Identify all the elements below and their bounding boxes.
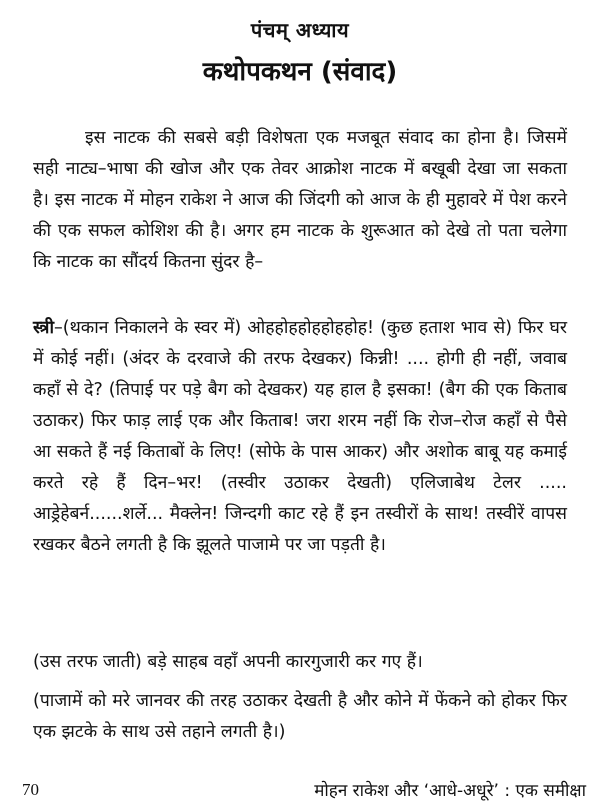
chapter-number: पंचम् अध्याय — [250, 18, 350, 42]
chapter-title: कथोपकथन (संवाद) — [202, 57, 398, 87]
dialogue-text: –(थकान निकालने के स्वर में) ओहहोहहोहहोहहोह! (कुछ हताश भाव से) फिर घर में कोई नहीं। (अंदर के दरवाजे की तरफ देखकर) किन्नी! .... होगी ही नहीं, जवाब कहाँ से दे? (तिपाई पर पड़े बैग को देखकर) यह हाल है इसका! (बैग की एक किताब उठाकर) फिर फाड़ लाई एक और किताब! जरा शरम नहीं कि रोज–रोज कहाँ से पैसे आ सकते हैं नई किताबों के लिए! (सोफे के पास आकर) और अशोक बाबू यह कमाई करते रहे हैं दिन–भर! (तस्वीर उठाकर देखती) एलिजाबेथ टेलर ..... आड्रेहेबर्न......शर्ले... मैक्लेन! जिन्दगी काट रहे हैं इन तस्वीरों के साथ! तस्वीरें वापस रखकर बैठने लगती है कि झूलते पाजामे पर जा पड़ती है। — [33, 318, 567, 555]
running-footer-title: मोहन राकेश और ‘आधे-अधूरे’ : एक समीक्षा — [314, 781, 586, 801]
dialogue-paragraph — [33, 313, 567, 561]
intro-paragraph: इस नाटक की सबसे बड़ी विशेषता एक मजबूत संवाद का होना है। जिसमें सही नाट्य–भाषा की खोज और एक तेवर आक्रोश नाटक में बखूबी देखा जा सकता है। इस नाटक में मोहन राकेश ने आज की जिंदगी को आज के ही मुहावरे में पेश करने की एक सफल कोशिश की है। अगर हम नाटक के शुरूआत को देखे तो पता चलेगा कि नाटक का सौंदर्य कितना सुंदर है– — [33, 128, 567, 272]
page-number: 70 — [22, 780, 39, 799]
stage-direction-paragraph-2: (पाजामें को मरे जानवर की तरह उठाकर देखती है और कोने में फेंकने को होकर फिर एक झटके के साथ उसे तहाने लगती है।) — [33, 691, 567, 742]
speaker-label: स्त्री — [33, 318, 54, 338]
stage-direction-paragraph: (उस तरफ जाती) बड़े साहब वहाँ अपनी कारगुजारी कर गए हैं। — [33, 652, 423, 672]
